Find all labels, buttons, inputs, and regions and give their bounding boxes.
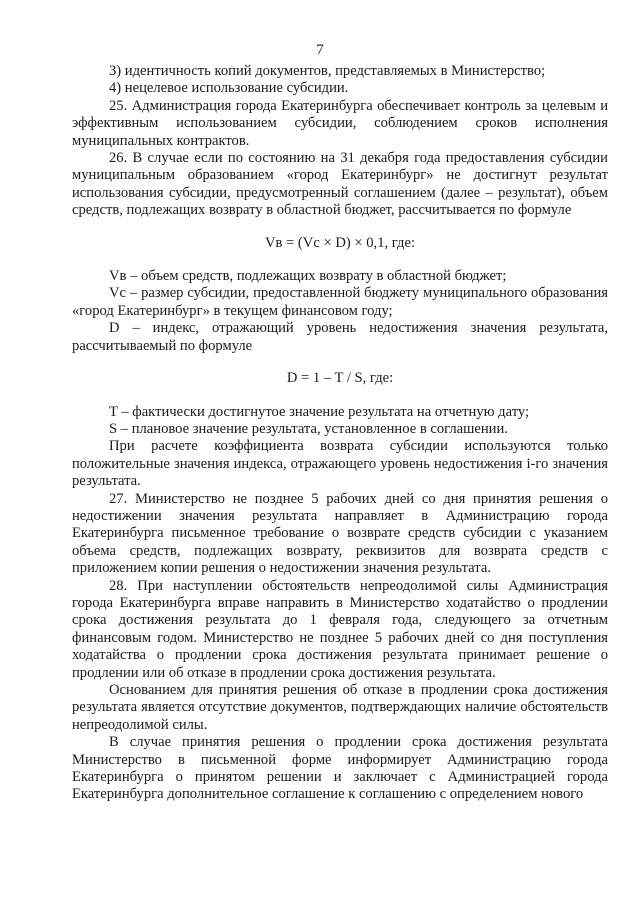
definition-vv: Vв – объем средств, подлежащих возврату в областной бюджет; [109, 268, 507, 285]
definition-t: T – фактически достигнутое значение результата на отчетную дату; [109, 403, 530, 420]
definition-s: S – плановое значение результата, установленное в соглашении. [109, 420, 508, 437]
clause-item-4: 4) нецелевое использование субсидии. [109, 80, 349, 97]
definition-vs: Vс – размер субсидии, предоставленной бюджету муниципального образования «город Екатеринбург» в текущем финансовом году; [72, 285, 608, 319]
page-number: 7 [316, 42, 324, 58]
paragraph-refusal-basis: Основанием для принятия решения об отказе в продлении срока достижения результата является отсутствие документов, подтверждающих наличие обстоятельств непреодолимой силы. [72, 682, 608, 733]
document-body [72, 63, 608, 804]
formula-d: D = 1 – T / S, где: [286, 370, 394, 387]
paragraph-extension-decision: В случае принятия решения о продлении срока достижения результата Министерство в письменной форме информирует Администрацию города Екатеринбурга о принятом решении и заключает с Администрацией города Екатеринбурга дополнительное соглашение к соглашению с определением нового [72, 734, 608, 803]
paragraph-26: 26. В случае если по состоянию на 31 декабря года предоставления субсидии муниципальным образованием «город Екатеринбург» не достигнут результат использования субсидии, предусмотренный соглашением (далее – результат), объем средств, подлежащих возврату в областной бюджет, рассчитывается по формуле [72, 150, 608, 219]
paragraph-27: 27. Министерство не позднее 5 рабочих дней со дня принятия решения о недостижении значения результата направляет в Администрацию города Екатеринбурга письменное требование о возврате средств субсидии с указанием объема средств, подлежащих возврату, реквизитов для возврата средств с приложением копии решения о недостижении значения результата. [72, 490, 608, 577]
clause-item-3: 3) идентичность копий документов, представляемых в Министерство; [109, 63, 546, 79]
formula-vv: Vв = (Vс × D) × 0,1, где: [264, 234, 416, 251]
definition-d: D – индекс, отражающий уровень недостижения значения результата, рассчитываемый по формуле [72, 320, 608, 354]
paragraph-28: 28. При наступлении обстоятельств непреодолимой силы Администрация города Екатеринбурга вправе направить в Министерство ходатайство о продлении срока достижения результата до 1 февраля года, следующего за отчетным финансовым годом. Министерство не позднее 5 рабочих дней со дня поступления ходатайства о продлении срока достижения результата принимает решение о продлении или об отказе в продлении срока достижения результата. [72, 577, 608, 681]
paragraph-25: 25. Администрация города Екатеринбурга обеспечивает контроль за целевым и эффективным использованием субсидии, соблюдением сроков исполнения муниципальных контрактов. [72, 97, 608, 149]
note-index-values: При расчете коэффициента возврата субсидии используются только положительные значения индекса, отражающего уровень недостижения i-го значения результата. [72, 438, 608, 490]
